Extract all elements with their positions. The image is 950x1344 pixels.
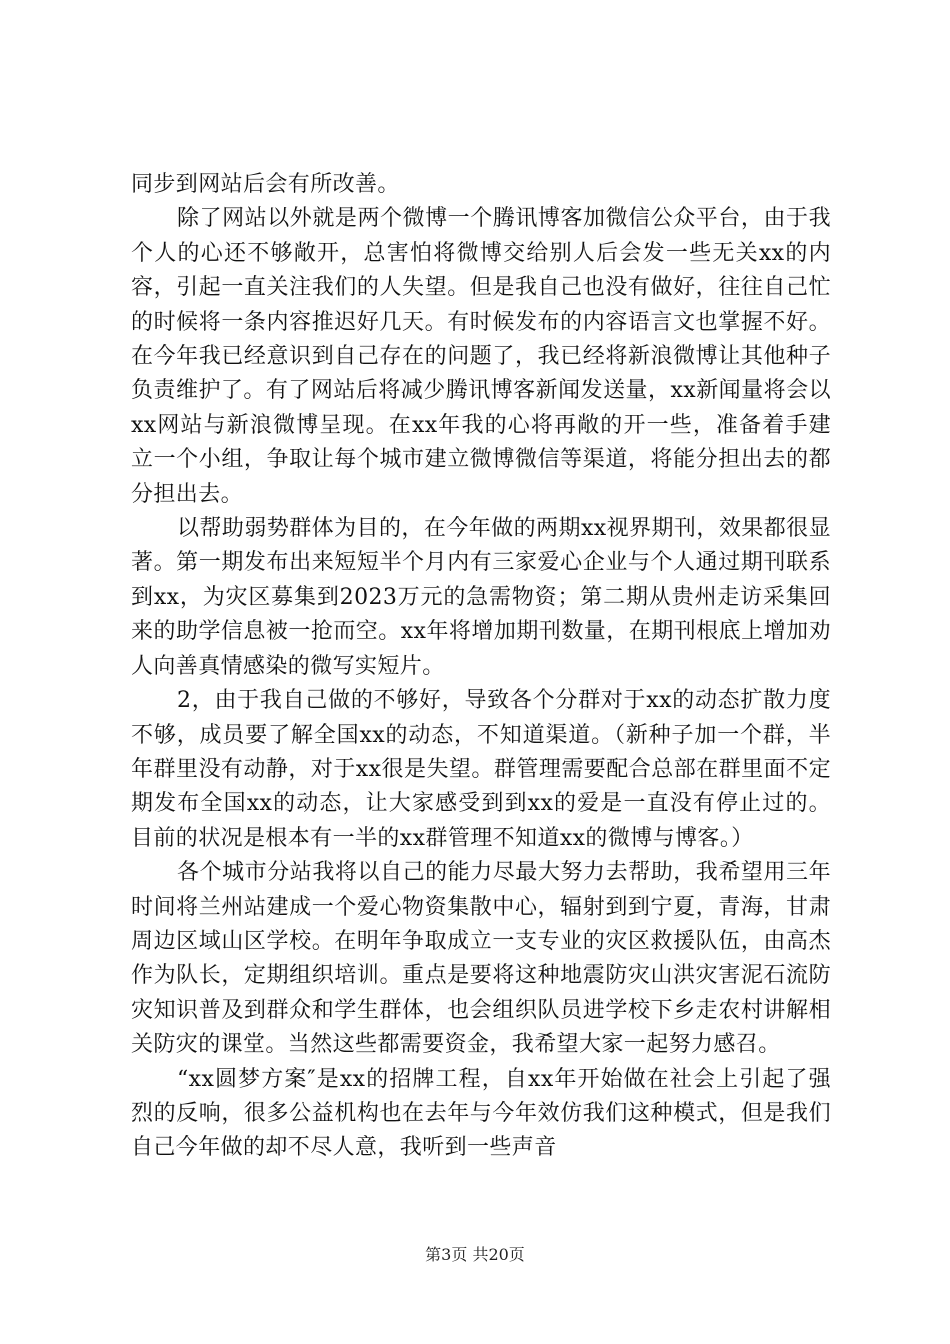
paragraph-city-stations: 各个城市分站我将以自己的能力尽最大努力去帮助，我希望用三年时间将兰州站建成一个爱心物资集散中心，辐射到到宁夏，青海，甘肃周边区域山区学校。在明年争取成立一支专业的灾区救援队伍，由高杰作为队长，定期组织培训。重点是要将这种地震防灾山洪灾害泥石流防灾知识普及到群众和学生群体，也会组织队员进学校下乡走农村讲解相关防灾的课堂。当然这些都需要资金，我希望大家一起努力感召。 xyxy=(131,860,831,1058)
paragraph-group-communication: 2，由于我自己做的不够好，导致各个分群对于xx的动态扩散力度不够，成员要了解全国xx的动态，不知道渠道。（新种子加一个群，半年群里没有动静，对于xx很是失望。群管理需要配合总部在群里面不定期发布全国xx的动态，让大家感受到到xx的爱是一直没有停止过的。目前的状况是根本有一半的xx群管理不知道xx的微博与博客。） xyxy=(131,688,831,851)
document-body xyxy=(131,168,831,1166)
page-number-footer: 第3页 共20页 xyxy=(425,1245,525,1264)
paragraph-social-media: 除了网站以外就是两个微博一个腾讯博客加微信公众平台，由于我个人的心还不够敞开，总害怕将微博交给别人后会发一些无关xx的内容，引起一直关注我们的人失望。但是我自己也没有做好，往往自己忙的时候将一条内容推迟好几天。有时候发布的内容语言文也掌握不好。在今年我已经意识到自己存在的问题了，我已经将新浪微博让其他种子负责维护了。有了网站后将减少腾讯博客新闻发送量，xx新闻量将会以xx网站与新浪微博呈现。在xx年我的心将再敞的开一些，准备着手建立一个小组，争取让每个城市建立微博微信等渠道，将能分担出去的都分担出去。 xyxy=(131,206,831,507)
paragraph-dream-plan: “xx圆梦方案″是xx的招牌工程，自xx年开始做在社会上引起了强烈的反响，很多公益机构也在去年与今年效仿我们这种模式，但是我们自己今年做的却不尽人意，我听到一些声音 xyxy=(131,1066,831,1161)
paragraph-periodical: 以帮助弱势群体为目的，在今年做的两期xx视界期刊，效果都很显著。第一期发布出来短短半个月内有三家爱心企业与个人通过期刊联系到xx，为灾区募集到2023万元的急需物资；第二期从贵州走访采集回来的助学信息被一抢而空。xx年将增加期刊数量，在期刊根底上增加劝人向善真情感染的微写实短片。 xyxy=(131,516,831,679)
paragraph-continuation: 同步到网站后会有所改善。 xyxy=(131,172,400,197)
